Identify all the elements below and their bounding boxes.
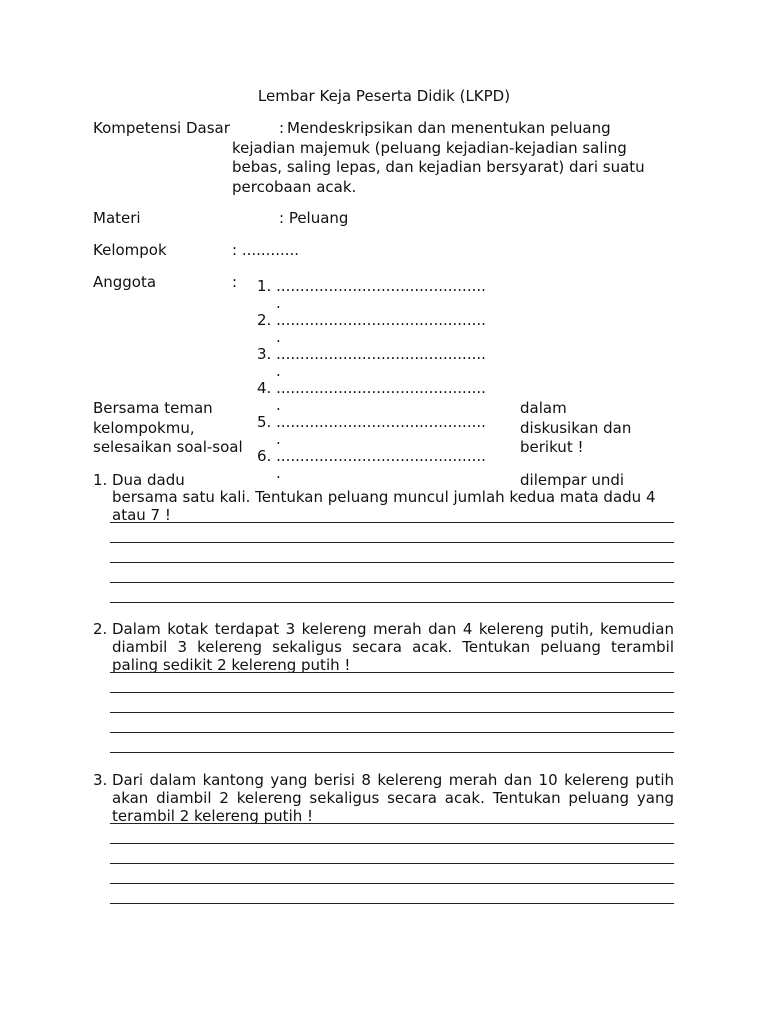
answer-line xyxy=(110,522,674,523)
member-2-line xyxy=(257,311,486,329)
answer-line xyxy=(110,823,674,824)
member-dots: ............................................ xyxy=(276,379,486,397)
answer-line xyxy=(110,712,674,713)
question-3-number: 3. xyxy=(93,771,108,789)
answer-line xyxy=(110,752,674,753)
member-dots: ............................................ xyxy=(276,277,486,295)
kelompok-value: : ............ xyxy=(232,241,300,259)
answer-line xyxy=(110,672,674,673)
instruction-right-1: dalam xyxy=(520,399,567,417)
anggota-colon: : xyxy=(232,273,238,291)
question-2-number: 2. xyxy=(93,620,108,638)
member-6-line xyxy=(257,447,486,465)
answer-line xyxy=(110,582,674,583)
instruction-right-2: diskusikan dan xyxy=(520,419,632,437)
answer-line xyxy=(110,843,674,844)
member-4-line xyxy=(257,379,486,397)
kompetensi-line: percobaan acak. xyxy=(232,177,357,196)
instruction-left-2: kelompokmu, xyxy=(93,419,195,437)
answer-line xyxy=(110,692,674,693)
instruction-right-3: berikut ! xyxy=(520,438,584,456)
member-number: 3. xyxy=(257,345,272,363)
member-dots: ............................................ xyxy=(276,413,486,431)
materi-label: Materi xyxy=(93,209,141,227)
answer-line xyxy=(110,602,674,603)
member-number: 1. xyxy=(257,277,272,295)
member-number: 5. xyxy=(257,413,272,431)
member-dots: ............................................ xyxy=(276,447,486,465)
materi-value: : Peluang xyxy=(279,209,349,227)
kompetensi-label: Kompetensi Dasar xyxy=(93,119,230,137)
member-1-tail: . xyxy=(276,294,281,312)
member-5-line xyxy=(257,413,486,431)
member-dots: ............................................ xyxy=(276,311,486,329)
question-1-first-right: dilempar undi xyxy=(520,471,625,489)
kompetensi-line: kejadian majemuk (peluang kejadian-kejadian saling xyxy=(232,138,627,157)
question-1-number: 1. xyxy=(93,471,108,489)
instruction-left-1: Bersama teman xyxy=(93,399,213,417)
member-5-tail: . xyxy=(276,430,281,448)
answer-line xyxy=(110,542,674,543)
member-number: 2. xyxy=(257,311,272,329)
member-2-tail: . xyxy=(276,328,281,346)
member-number: 6. xyxy=(257,447,272,465)
member-6-tail: . xyxy=(276,464,281,482)
member-3-line xyxy=(257,345,486,363)
question-2-text: Dalam kotak terdapat 3 kelereng merah dan 4 kelereng putih, kemudian diambil 3 kelereng sekaligus secara acak. Tentukan peluang terambil paling sedikit 2 kelereng putih ! xyxy=(112,620,674,674)
member-number: 4. xyxy=(257,379,272,397)
instruction-left-3: selesaikan soal-soal xyxy=(93,438,243,456)
kompetensi-colon: : xyxy=(279,119,285,137)
member-3-tail: . xyxy=(276,362,281,380)
answer-line xyxy=(110,863,674,864)
kompetensi-line: bebas, saling lepas, dan kejadian bersyarat) dari suatu xyxy=(232,158,645,176)
answer-line xyxy=(110,732,674,733)
answer-line xyxy=(110,903,674,904)
question-1-text: bersama satu kali. Tentukan peluang muncul jumlah kedua mata dadu 4 atau 7 ! xyxy=(112,488,656,524)
anggota-label: Anggota xyxy=(93,273,157,291)
answer-line xyxy=(110,562,674,563)
question-1-first-left: Dua dadu xyxy=(112,471,185,489)
kompetensi-line: Mendeskripsikan dan menentukan peluang xyxy=(287,119,611,137)
question-3-text: Dari dalam kantong yang berisi 8 kelereng merah dan 10 kelereng putih akan diambil 2 kelereng sekaligus secara acak. Tentukan peluang yang terambil 2 kelereng putih ! xyxy=(112,771,674,825)
member-1-line xyxy=(257,277,486,295)
kelompok-label: Kelompok xyxy=(93,241,167,259)
page-title: Lembar Keja Peserta Didik (LKPD) xyxy=(257,87,511,105)
member-4-tail: . xyxy=(276,396,281,414)
answer-line xyxy=(110,883,674,884)
member-dots: ............................................ xyxy=(276,345,486,363)
kompetensi-text xyxy=(232,119,672,197)
